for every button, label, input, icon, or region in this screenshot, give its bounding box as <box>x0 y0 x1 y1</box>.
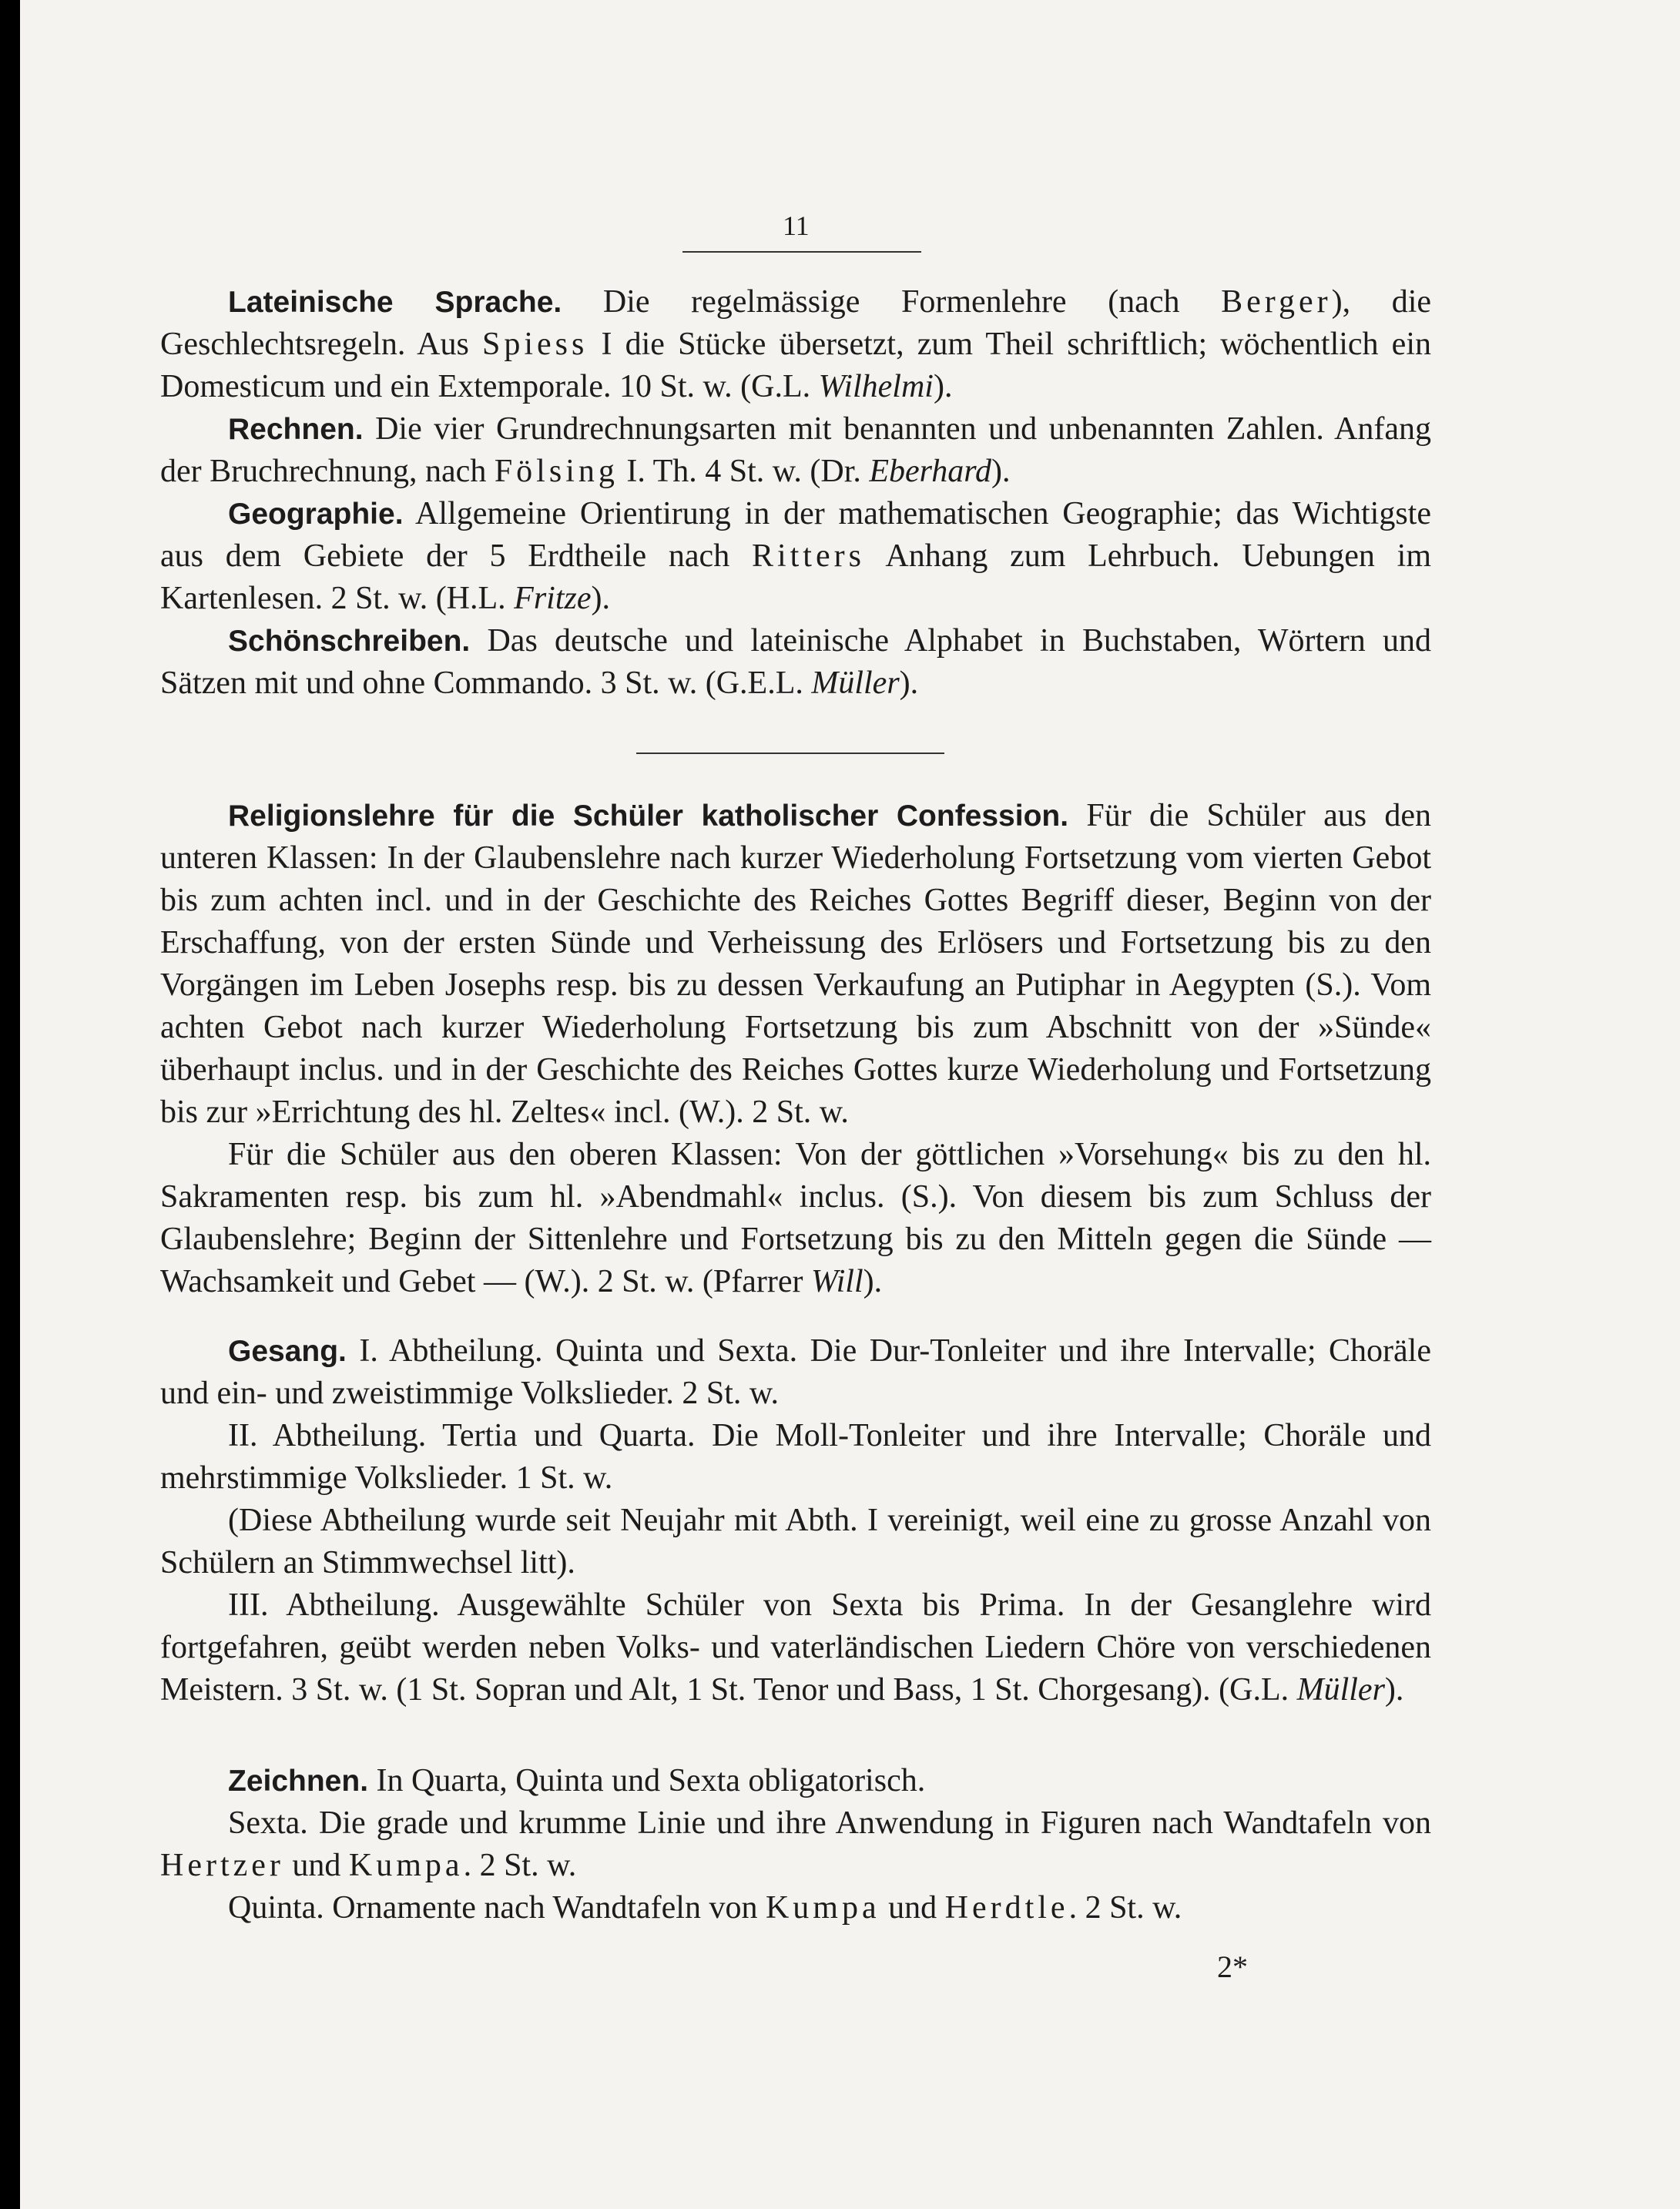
teacher-name: Müller <box>1296 1672 1385 1708</box>
text: und <box>283 1848 349 1883</box>
teacher-name: Will <box>810 1264 863 1299</box>
text: Sexta. Die grade und krumme Linie und ihre Anwendung in Figuren nach Wandtafeln von <box>228 1805 1431 1841</box>
author-name: Spiess <box>482 327 589 362</box>
header-rule <box>682 251 921 253</box>
paragraph-zeichnen <box>160 1760 1431 1802</box>
text: ). <box>933 369 953 404</box>
text: Die regelmässige Formenlehre (nach <box>562 284 1222 320</box>
text: ). <box>1384 1672 1404 1708</box>
section-divider <box>636 753 944 754</box>
text: III. Abtheilung. Ausgewählte Schüler von Sexta bis Prima. In der Gesanglehre wird fortgefahren, geübt werden neben Volks- und vaterländischen Liedern Chöre von verschiedenen Meistern. 3 St. w. (1 St. Sopran und Alt, 1 St. Tenor und Bass, 1 St. Chorgesang). (G.L. <box>160 1587 1431 1708</box>
author-name: Herdtle <box>944 1890 1069 1926</box>
teacher-name: Fritze <box>514 581 592 616</box>
paragraph-religion-upper <box>160 1134 1431 1303</box>
document-page <box>20 0 1680 2209</box>
teacher-name: Eberhard <box>869 454 992 489</box>
paragraph-religion-lower <box>160 795 1431 1134</box>
heading-rechnen: Rechnen. <box>228 413 364 446</box>
heading-zeichnen: Zeichnen. <box>228 1765 369 1798</box>
text: I. Th. 4 St. w. (Dr. <box>618 454 870 489</box>
author-name: Fölsing <box>494 454 619 489</box>
section-schoenschreiben <box>160 620 1431 705</box>
author-name: Hertzer <box>160 1848 284 1883</box>
paragraph-latein <box>160 281 1431 408</box>
section-gesang <box>160 1330 1431 1711</box>
text: Anhang zum Lehrbuch. Uebungen im Kartenlesen. 2 St. w. (H.L. <box>160 538 1432 616</box>
paragraph-geographie <box>160 493 1431 620</box>
author-name: Berger <box>1221 284 1332 320</box>
heading-geographie: Geographie. <box>228 498 404 531</box>
text: ). <box>991 454 1011 489</box>
paragraph-gesang-4 <box>160 1584 1431 1711</box>
text: ), die Geschlechtsregeln. Aus <box>160 284 1431 362</box>
paragraph-gesang-3: (Diese Abtheilung wurde seit Neujahr mit Abth. I vereinigt, weil eine zu grosse Anzahl von Schülern an Stimmwechsel litt). <box>160 1503 1431 1580</box>
text: Das deutsche und lateinische Alphabet in Buchstaben, Wörtern und Sätzen mit und ohne Commando. 3 St. w. (G.E.L. <box>160 623 1431 701</box>
text: Allgemeine Orientirung in der mathematischen Geographie; das Wichtigste aus dem Gebiete der 5 Erdtheile nach <box>160 496 1431 574</box>
section-latein <box>160 281 1431 408</box>
printer-signature: 2* <box>1217 1949 1248 1984</box>
text: . 2 St. w. <box>1068 1890 1182 1926</box>
text: und <box>880 1890 945 1926</box>
paragraph-gesang-1 <box>160 1330 1431 1415</box>
section-zeichnen <box>160 1760 1431 1929</box>
heading-schoenschreiben: Schönschreiben. <box>228 625 471 658</box>
author-name: Kumpa <box>348 1848 464 1883</box>
text: Die vier Grundrechnungsarten mit benannten und unbenannten Zahlen. Anfang der Bruchrechnung, nach <box>160 411 1431 489</box>
text: ). <box>899 665 919 701</box>
heading-latein: Lateinische Sprache. <box>228 286 562 319</box>
paragraph-gesang-2: II. Abtheilung. Tertia und Quarta. Die Moll-Tonleiter und ihre Intervalle; Choräle und mehrstimmige Volkslieder. 1 St. w. <box>160 1418 1431 1496</box>
text: Für die Schüler aus den unteren Klassen: In der Glaubenslehre nach kurzer Wiederholung Fortsetzung vom vierten Gebot bis zum achten incl. und in der Geschichte des Reiches Gottes Begriff dieser, Beginn von der Erschaffung, von der ersten Sünde und Verheissung des Erlösers und Fortsetzung bis zu den Vorgängen im Leben Josephs resp. bis zu dessen Verkaufung an Putiphar in Aegypten (S.). Vom achten Gebot nach kurzer Wiederholung Fortsetzung bis zum Abschnitt von der »Sünde« überhaupt inclus. und in der Geschichte des Reiches Gottes kurze Wiederholung und Fortsetzung bis zur »Errichtung des hl. Zeltes« incl. (W.). 2 St. w. <box>160 798 1431 1130</box>
text: In Quarta, Quinta und Sexta obligatorisch. <box>368 1763 926 1798</box>
text: Für die Schüler aus den oberen Klassen: Von der göttlichen »Vorsehung« bis zu den hl. Sakramenten resp. bis zum hl. »Abendmahl« inclus. (S.). Von diesem bis zum Schluss der Glaubenslehre; Beginn der Sittenlehre und Fortsetzung bis zu den Mitteln gegen die Sünde — Wachsamkeit und Gebet — (W.). 2 St. w. (Pfarrer <box>160 1137 1431 1299</box>
section-rechnen <box>160 408 1431 493</box>
teacher-name: Wilhelmi <box>818 369 934 404</box>
heading-religion: Religionslehre für die Schüler katholischer Confession. <box>228 799 1069 833</box>
paragraph-schoenschreiben <box>160 620 1431 705</box>
author-name: Ritters <box>751 538 865 574</box>
paragraph-zeichnen-quinta <box>160 1887 1431 1929</box>
author-name: Kumpa <box>765 1890 880 1926</box>
heading-gesang: Gesang. <box>228 1335 347 1368</box>
text: Quinta. Ornamente nach Wandtafeln von <box>228 1890 766 1926</box>
section-religion <box>160 795 1431 1303</box>
section-geographie <box>160 493 1431 620</box>
teacher-name: Müller <box>811 665 900 701</box>
paragraph-zeichnen-sexta <box>160 1802 1431 1887</box>
text: . 2 St. w. <box>463 1848 577 1883</box>
text: I. Abtheilung. Quinta und Sexta. Die Dur-Tonleiter und ihre Intervalle; Choräle und ein- und zweistimmige Volkslieder. 2 St. w. <box>160 1333 1431 1411</box>
text: ). <box>591 581 610 616</box>
page-number: 11 <box>783 210 810 241</box>
paragraph-rechnen <box>160 408 1431 493</box>
text: ). <box>863 1264 883 1299</box>
text: I die Stücke übersetzt, zum Theil schriftlich; wöchentlich ein Domesticum und ein Extemporale. 10 St. w. (G.L. <box>160 327 1431 404</box>
